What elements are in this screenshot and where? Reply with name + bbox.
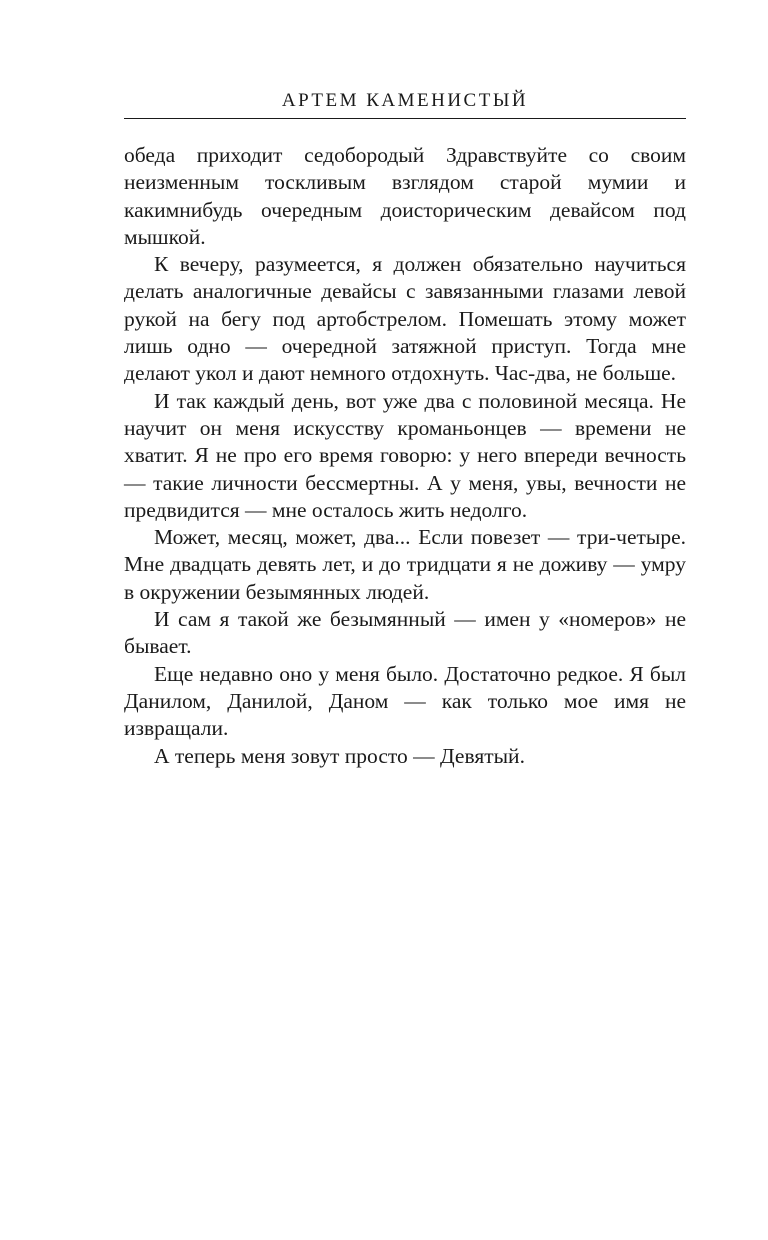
paragraph: И сам я такой же безымянный — имен у «номеров» не бывает. xyxy=(124,607,686,659)
paragraph: Может, месяц, может, два... Если повезет — три-четыре. Мне двадцать девять лет, и до тридцати я не доживу — умру в окружении безымянных людей. xyxy=(124,525,686,604)
paragraph: Еще недавно оно у меня было. Достаточно редкое. Я был Данилом, Данилой, Даном — как только мое имя не извращали. xyxy=(124,661,686,741)
header-rule xyxy=(124,118,686,119)
body-text xyxy=(124,142,686,770)
running-header: АРТЕМ КАМЕНИСТЫЙ xyxy=(281,90,529,111)
paragraph: И так каждый день, вот уже два с половиной месяца. Не научит он меня искусству кроманьонцев — времени не хватит. Я не про его время говорю: у него впереди вечность — такие личности бессмертны. А у меня, увы, вечности не предвидится — мне осталось жить недолго. xyxy=(124,388,686,522)
paragraph: обеда приходит седобородый Здравствуйте со своим неизменным тоскливым взглядом старой мумии и какимнибудь очередным доисторическим девайсом под мышкой. xyxy=(124,143,686,249)
paragraph: А теперь меня зовут просто — Девятый. xyxy=(154,743,525,768)
paragraph: К вечеру, разумеется, я должен обязательно научиться делать аналогичные девайсы с завязанными глазами левой рукой на бегу под артобстрелом. Помешать этому может лишь одно — очередной затяжной приступ. Тогда мне делают укол и дают немного отдохнуть. Час-два, не больше. xyxy=(124,252,686,386)
